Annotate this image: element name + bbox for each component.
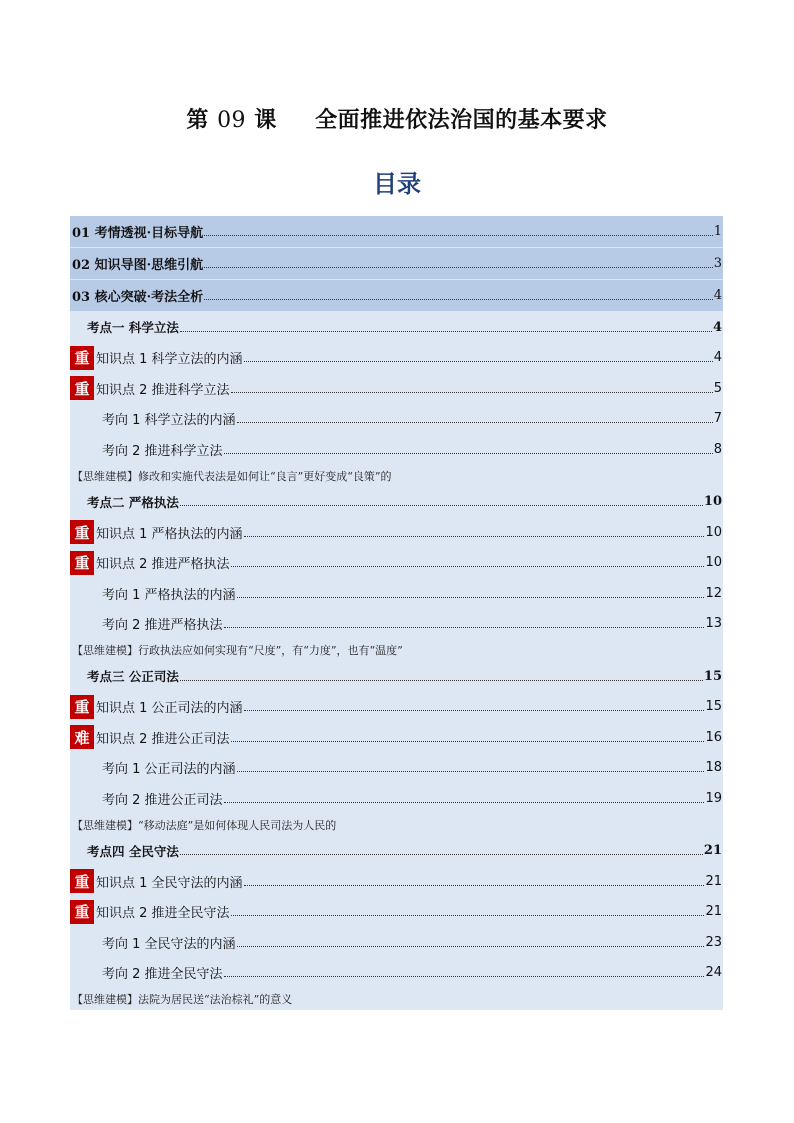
dot-leader [244, 361, 713, 362]
toc-page-number: 4 [712, 319, 722, 335]
toc-page-number: 15 [703, 668, 722, 684]
toc-entry-kaoxiang[interactable] [70, 609, 723, 640]
dot-leader [180, 331, 712, 332]
toc-entry-kaodian[interactable] [70, 312, 723, 343]
toc-entry-label: 知识点 2 推进科学立法 [96, 382, 230, 398]
dot-leader [231, 915, 705, 916]
toc-page-number: 10 [705, 555, 722, 571]
toc-page-number: 21 [703, 843, 722, 859]
toc-entry-label: 【思维建模】法院为居民送“法治棕礼”的意义 [72, 993, 293, 1006]
toc-entry-label: 知识点 2 推进全民守法 [96, 906, 230, 922]
dot-leader [231, 392, 713, 393]
dot-leader [180, 505, 703, 506]
toc-page-number: 4 [713, 288, 722, 303]
toc-entry-zhishi[interactable] [70, 722, 723, 753]
title-name: 全面推进依法治国的基本要求 [315, 108, 608, 133]
title-unit: 课 [254, 108, 277, 133]
toc-page-number: 24 [705, 965, 722, 981]
toc-page-number: 12 [705, 585, 722, 601]
toc-page-number: 19 [705, 790, 722, 806]
key-point-badge: 重 [70, 551, 94, 575]
dot-leader [244, 710, 705, 711]
toc-page-number: 16 [705, 729, 722, 745]
toc-entry-label: 考点二 严格执法 [87, 494, 179, 510]
toc-entry-label: 考向 2 推进全民守法 [102, 967, 223, 983]
dot-leader [180, 854, 703, 855]
toc-entry-kaoxiang[interactable] [70, 753, 723, 784]
toc-entry-label: 03 核心突破·考法全析 [72, 290, 204, 305]
dot-leader [204, 267, 713, 268]
toc-entry-label: 知识点 1 科学立法的内涵 [96, 352, 243, 368]
dot-leader [244, 536, 705, 537]
toc-page-number: 13 [705, 616, 722, 632]
toc-page-number: 15 [705, 699, 722, 715]
toc-entry-zhishi[interactable] [70, 373, 723, 404]
toc-entry-label: 知识点 2 推进严格执法 [96, 557, 230, 573]
toc-entry-label: 考向 1 科学立法的内涵 [102, 413, 236, 429]
dot-leader [231, 741, 705, 742]
toc-entry-label: 考向 1 严格执法的内涵 [102, 587, 236, 603]
toc-page-number: 1 [713, 224, 722, 239]
toc-entry-kaodian[interactable] [70, 487, 723, 518]
toc-entry-chapter[interactable] [70, 248, 723, 280]
toc-entry-label: 考点三 公正司法 [87, 669, 179, 685]
toc-heading: 目录 [373, 170, 421, 198]
toc-entry-zhishi[interactable] [70, 692, 723, 723]
title-prefix: 第 [186, 108, 209, 133]
toc-page-number: 8 [713, 441, 722, 457]
dot-leader [224, 976, 705, 977]
toc-entry-zhishi[interactable] [70, 343, 723, 374]
toc-entry-label: 考向 2 推进公正司法 [102, 792, 223, 808]
key-point-badge: 重 [70, 520, 94, 544]
toc-entry-zhishi[interactable] [70, 517, 723, 548]
dot-leader [244, 885, 705, 886]
toc-page-number: 21 [705, 904, 722, 920]
toc-page-number: 23 [705, 934, 722, 950]
toc-entry-siwei[interactable] [70, 988, 723, 1010]
toc-entry-kaoxiang[interactable] [70, 783, 723, 814]
toc-page-number: 4 [713, 350, 722, 366]
dot-leader [224, 802, 705, 803]
toc-entry-kaoxiang[interactable] [70, 927, 723, 958]
document-title [0, 103, 794, 134]
toc-entry-label: 01 考情透视·目标导航 [72, 226, 204, 241]
toc-entry-label: 02 知识导图·思维引航 [72, 258, 204, 273]
toc-entry-label: 知识点 1 严格执法的内涵 [96, 526, 243, 542]
difficult-badge: 难 [70, 725, 94, 749]
toc-entry-kaoxiang[interactable] [70, 434, 723, 465]
toc-entry-chapter[interactable] [70, 216, 723, 248]
key-point-badge: 重 [70, 376, 94, 400]
toc-entry-zhishi[interactable] [70, 548, 723, 579]
dot-leader [224, 453, 713, 454]
toc-entry-siwei[interactable] [70, 639, 723, 661]
toc-entry-label: 知识点 1 公正司法的内涵 [96, 701, 243, 717]
toc-entry-label: 知识点 2 推进公正司法 [96, 731, 230, 747]
toc-entry-zhishi[interactable] [70, 866, 723, 897]
dot-leader [204, 299, 713, 300]
toc-entry-zhishi[interactable] [70, 897, 723, 928]
toc-entry-kaoxiang[interactable] [70, 404, 723, 435]
dot-leader [237, 597, 705, 598]
key-point-badge: 重 [70, 900, 94, 924]
toc-entry-label: 考向 1 全民守法的内涵 [102, 936, 236, 952]
title-number: 09 [217, 108, 247, 133]
toc-entry-label: 考向 2 推进科学立法 [102, 443, 223, 459]
toc-entry-kaoxiang[interactable] [70, 578, 723, 609]
dot-leader [204, 235, 713, 236]
toc-entry-label: 【思维建模】修改和实施代表法是如何让“良言”更好变成“良策”的 [72, 469, 392, 483]
dot-leader [180, 680, 703, 681]
dot-leader [231, 566, 705, 567]
toc-page-number: 5 [713, 380, 722, 396]
toc-entry-chapter[interactable] [70, 280, 723, 312]
toc-entry-label: 考向 2 推进严格执法 [102, 618, 223, 634]
toc-page-number: 18 [705, 760, 722, 776]
toc-entry-siwei[interactable] [70, 465, 723, 487]
toc-entry-label: 【思维建模】行政执法应如何实现有“尺度”，有“力度”，也有“温度” [72, 644, 403, 657]
toc-entry-label: 考向 1 公正司法的内涵 [102, 762, 236, 778]
toc-entry-label: 考点一 科学立法 [87, 320, 179, 336]
toc-page-number: 21 [705, 873, 722, 889]
toc-entry-siwei[interactable] [70, 814, 723, 836]
table-of-contents [70, 216, 723, 1010]
dot-leader [224, 627, 705, 628]
dot-leader [237, 771, 705, 772]
toc-entry-label: 【思维建模】“移动法庭”是如何体现人民司法为人民的 [72, 818, 337, 832]
toc-entry-label: 知识点 1 全民守法的内涵 [96, 875, 243, 891]
toc-page-number: 10 [703, 494, 722, 510]
toc-page-number: 7 [713, 411, 722, 427]
toc-entry-kaodian[interactable] [70, 836, 723, 867]
key-point-badge: 重 [70, 346, 94, 370]
toc-entry-kaoxiang[interactable] [70, 958, 723, 989]
dot-leader [237, 946, 705, 947]
key-point-badge: 重 [70, 695, 94, 719]
key-point-badge: 重 [70, 869, 94, 893]
toc-page-number: 3 [713, 256, 722, 271]
toc-page-number: 10 [705, 524, 722, 540]
dot-leader [237, 422, 713, 423]
toc-entry-kaodian[interactable] [70, 661, 723, 692]
toc-entry-label: 考点四 全民守法 [87, 843, 179, 859]
